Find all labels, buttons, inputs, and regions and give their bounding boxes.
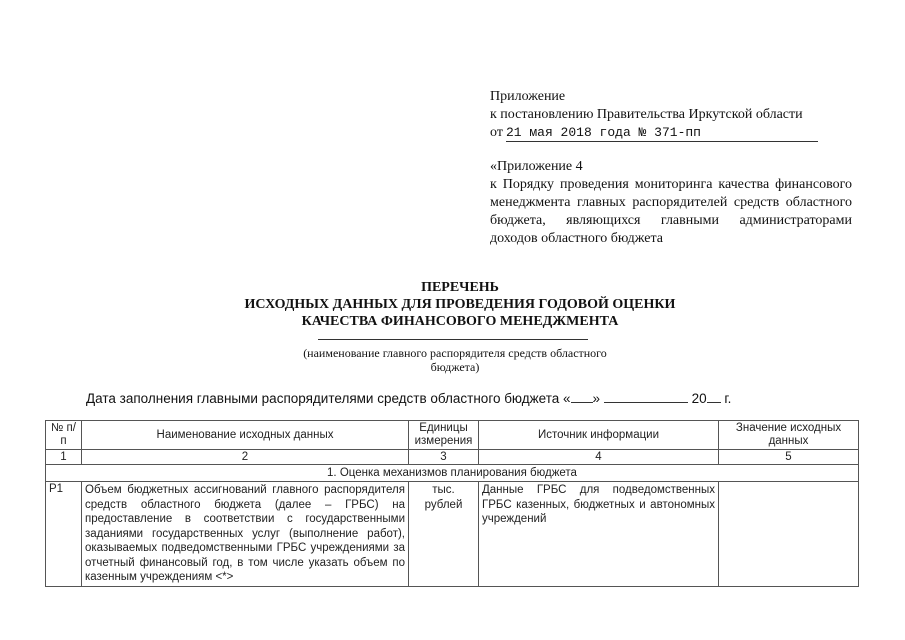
row-name: Объем бюджетных ассигнований главного распорядителя средств областного бюджета (далее – ГРБС) на предоставление в соответствии с государственными заданиями государственных услуг (выполнение работ), оказываемых подведомственными ГРБС учреждениями за отчетный финансовый год, в том числе указать объем по казенным учреждениям <*>: [82, 482, 409, 587]
col-num-1: 1: [46, 450, 82, 465]
day-blank: [571, 389, 593, 403]
document-title: [150, 279, 770, 330]
fill-date-line: [86, 389, 731, 406]
title-line-1: ПЕРЕЧЕНЬ: [421, 280, 499, 295]
fill-date-mid: »: [592, 391, 601, 406]
row-value[interactable]: [719, 482, 859, 587]
row-code: Р1: [46, 482, 82, 587]
fill-date-prefix: Дата заполнения главными распорядителями средств областного бюджета «: [86, 391, 571, 406]
header-value: Значение исходных данных: [719, 421, 859, 450]
col-num-2: 2: [82, 450, 409, 465]
appendix4-block: [490, 158, 852, 248]
appendix-date-line: [490, 124, 860, 142]
title-line-3: КАЧЕСТВА ФИНАНСОВОГО МЕНЕДЖМЕНТА: [301, 314, 619, 329]
table-header-row: [46, 421, 859, 450]
section-title: 1. Оценка механизмов планирования бюджета: [46, 465, 859, 482]
column-numbers-row: [46, 450, 859, 465]
col-num-5: 5: [719, 450, 859, 465]
source-data-table: [45, 420, 859, 587]
month-blank: [604, 389, 688, 403]
resolution-date-value: 21 мая 2018 года № 371-пп: [506, 125, 818, 142]
appendix-resolution: к постановлению Правительства Иркутской области: [490, 107, 803, 122]
year-blank: [707, 389, 721, 403]
title-line-2: ИСХОДНЫХ ДАННЫХ ДЛЯ ПРОВЕДЕНИЯ ГОДОВОЙ ОЦЕНКИ: [244, 297, 676, 312]
distributor-name-caption: (наименование главного распорядителя средств областного бюджета): [303, 346, 607, 374]
fill-date-suffix: г.: [724, 391, 732, 406]
row-source: Данные ГРБС для подведомственных ГРБС казенных, бюджетных и автономных учреждений: [479, 482, 719, 587]
col-num-4: 4: [479, 450, 719, 465]
table-row: [46, 482, 859, 587]
header-name: Наименование исходных данных: [82, 421, 409, 450]
row-unit: тыс. рублей: [409, 482, 479, 587]
appendix4-text: к Порядку проведения мониторинга качества финансового менеджмента главных распорядителей средств областного бюджета, являющихся главными администраторами доходов областного бюджета: [490, 177, 852, 246]
date-prefix: от: [490, 125, 503, 140]
distributor-name-line: [318, 339, 588, 340]
appendix-header: [490, 88, 860, 142]
header-number: № п/п: [46, 421, 82, 450]
section-row: [46, 465, 859, 482]
col-num-3: 3: [409, 450, 479, 465]
appendix4-label: «Приложение 4: [490, 159, 583, 174]
header-source: Источник информации: [479, 421, 719, 450]
appendix-label: Приложение: [490, 89, 566, 104]
year-prefix: 20: [691, 391, 707, 406]
header-unit: Единицы измерения: [409, 421, 479, 450]
